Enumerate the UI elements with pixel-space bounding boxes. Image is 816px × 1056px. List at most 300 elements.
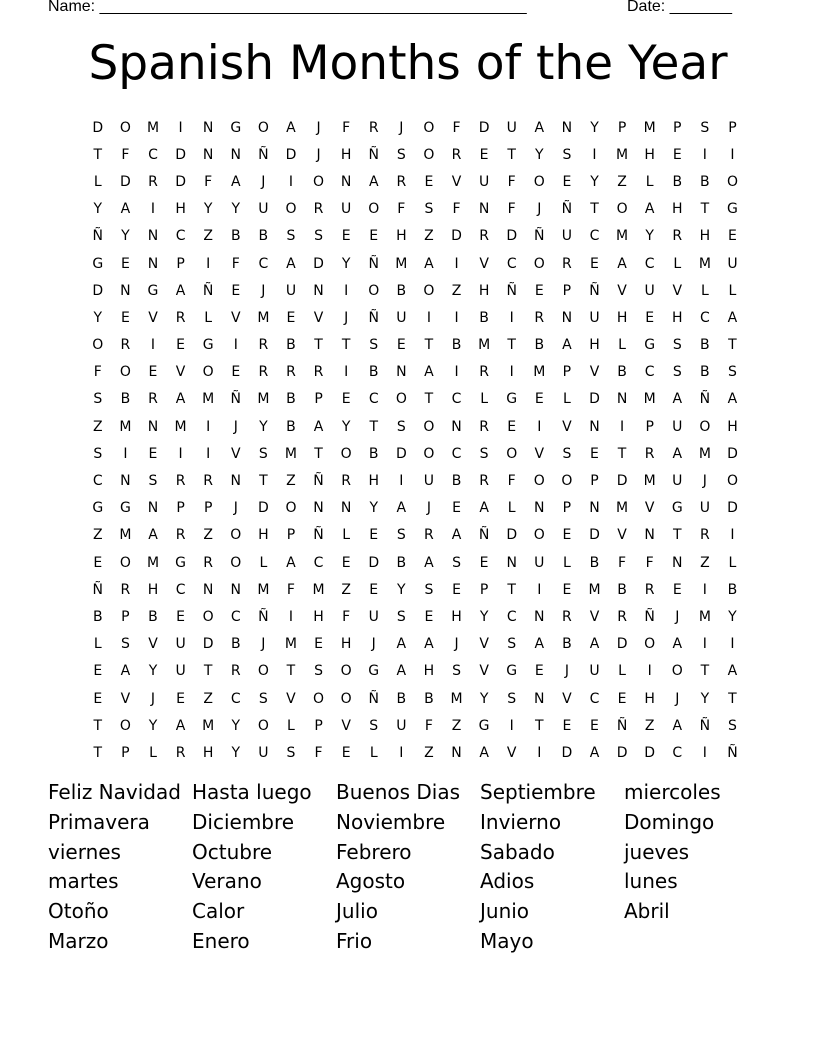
grid-letter: N	[147, 228, 159, 245]
grid-letter: S	[396, 146, 406, 163]
grid-letter: I	[206, 418, 211, 435]
grid-letter: P	[203, 500, 213, 517]
word-list	[48, 778, 768, 957]
grid-letter: E	[479, 554, 489, 571]
grid-letter: I	[592, 146, 597, 163]
grid-letter: R	[120, 581, 131, 598]
grid-letter: C	[451, 445, 462, 462]
word-list-item: Febrero	[336, 839, 412, 864]
grid-letter: Ñ	[368, 309, 379, 326]
grid-letter: V	[451, 173, 462, 190]
grid-letter: P	[121, 744, 130, 761]
grid-letter: G	[92, 255, 104, 272]
grid-letter: G	[727, 201, 738, 218]
grid-letter: E	[452, 500, 461, 517]
word-list-item: Verano	[192, 869, 262, 894]
grid-letter: R	[699, 527, 710, 544]
grid-letter: Ñ	[727, 744, 738, 761]
grid-letter: E	[590, 255, 599, 272]
grid-letter: I	[702, 581, 707, 598]
grid-letter: E	[231, 282, 241, 299]
grid-letter: V	[230, 445, 241, 462]
grid-letter: Z	[93, 418, 103, 435]
grid-letter: Y	[341, 255, 351, 272]
grid-letter: G	[671, 500, 683, 517]
grid-letter: I	[454, 364, 459, 381]
grid-letter: I	[344, 364, 349, 381]
grid-letter: T	[314, 337, 323, 354]
grid-letter: E	[645, 309, 655, 326]
grid-letter: T	[728, 690, 737, 707]
grid-letter: J	[675, 608, 680, 625]
grid-letter: V	[644, 500, 655, 517]
grid-letter: T	[672, 527, 682, 544]
grid-letter: J	[564, 663, 569, 680]
grid-letter: T	[424, 337, 434, 354]
grid-letter: E	[534, 391, 544, 408]
grid-letter: T	[93, 744, 103, 761]
grid-row	[84, 114, 746, 141]
grid-letter: H	[175, 201, 186, 218]
word-list-item: Buenos Dias	[336, 780, 461, 804]
grid-letter: D	[616, 636, 628, 653]
grid-letter: G	[202, 337, 214, 354]
grid-letter: A	[148, 527, 158, 544]
grid-letter: M	[119, 527, 132, 544]
grid-letter: U	[368, 608, 379, 625]
grid-letter: C	[589, 228, 600, 245]
grid-letter: F	[645, 554, 654, 571]
word-list-item: miercoles	[624, 780, 721, 804]
grid-letter: B	[258, 228, 269, 245]
grid-row	[84, 359, 746, 386]
grid-letter: A	[286, 554, 296, 571]
grid-letter: Ñ	[506, 282, 517, 299]
grid-letter: S	[424, 201, 434, 218]
grid-letter: A	[727, 663, 738, 680]
grid-letter: D	[285, 146, 297, 163]
grid-letter: B	[424, 690, 434, 707]
grid-letter: R	[672, 228, 683, 245]
grid-row	[84, 413, 746, 440]
word-list-item: Frio	[336, 928, 373, 953]
grid-letter: R	[341, 473, 351, 490]
grid-letter: E	[617, 690, 627, 707]
grid-letter: I	[233, 337, 238, 354]
grid-letter: F	[507, 201, 516, 218]
grid-letter: E	[590, 445, 599, 462]
grid-letter: R	[175, 744, 186, 761]
grid-letter: R	[534, 309, 545, 326]
grid-letter: L	[673, 255, 682, 272]
grid-letter: I	[509, 364, 514, 381]
grid-letter: B	[451, 337, 462, 354]
grid-letter: A	[313, 418, 324, 435]
grid-letter: S	[120, 636, 130, 653]
grid-letter: O	[423, 119, 435, 136]
grid-letter: O	[230, 554, 242, 571]
grid-letter: A	[479, 744, 489, 761]
grid-letter: H	[340, 146, 352, 163]
grid-letter: N	[202, 146, 214, 163]
grid-row	[84, 277, 746, 304]
grid-letter: A	[727, 391, 738, 408]
grid-letter: R	[286, 364, 296, 381]
grid-letter: Ñ	[230, 391, 241, 408]
grid-letter: E	[93, 663, 103, 680]
grid-letter: O	[313, 690, 325, 707]
grid-letter: U	[534, 554, 545, 571]
grid-letter: A	[479, 500, 489, 517]
grid-letter: L	[618, 337, 626, 354]
grid-letter: E	[369, 581, 379, 598]
grid-letter: D	[313, 255, 324, 272]
grid-letter: P	[645, 418, 654, 435]
grid-letter: A	[727, 309, 738, 326]
grid-letter: Ñ	[92, 581, 104, 598]
grid-letter: N	[589, 418, 600, 435]
grid-letter: B	[230, 228, 241, 245]
grid-letter: C	[506, 255, 517, 272]
grid-letter: J	[261, 282, 266, 299]
grid-letter: U	[423, 473, 435, 490]
grid-letter: O	[340, 690, 352, 707]
grid-letter: I	[178, 119, 183, 136]
grid-letter: A	[672, 391, 683, 408]
grid-letter: E	[148, 445, 158, 462]
word-list-item: viernes	[48, 839, 121, 864]
grid-letter: G	[368, 663, 380, 680]
grid-letter: I	[399, 473, 404, 490]
grid-letter: P	[617, 119, 627, 136]
grid-letter: Y	[231, 717, 241, 734]
grid-letter: Z	[341, 581, 351, 598]
grid-letter: O	[423, 282, 435, 299]
grid-letter: I	[509, 309, 514, 326]
grid-letter: T	[286, 663, 296, 680]
grid-letter: H	[396, 228, 407, 245]
grid-letter: O	[230, 527, 242, 544]
grid-letter: J	[675, 690, 680, 707]
grid-letter: H	[313, 608, 324, 625]
grid-letter: N	[147, 418, 159, 435]
grid-letter: I	[123, 445, 128, 462]
grid-letter: N	[561, 309, 573, 326]
grid-letter: T	[314, 445, 323, 462]
grid-letter: M	[478, 337, 491, 354]
grid-letter: I	[399, 744, 404, 761]
grid-letter: S	[258, 445, 268, 462]
grid-letter: I	[206, 255, 211, 272]
grid-letter: E	[452, 581, 461, 598]
grid-letter: T	[424, 391, 434, 408]
grid-letter: M	[146, 119, 160, 136]
grid-letter: F	[204, 173, 213, 190]
grid-letter: E	[562, 581, 572, 598]
grid-letter: E	[341, 391, 351, 408]
grid-letter: O	[533, 473, 545, 490]
grid-letter: U	[258, 744, 269, 761]
grid-letter: M	[616, 228, 629, 245]
grid-letter: D	[92, 119, 104, 136]
grid-row	[84, 631, 746, 658]
grid-letter: F	[314, 744, 323, 761]
grid-letter: S	[562, 445, 572, 462]
grid-letter: D	[120, 173, 131, 190]
grid-letter: S	[452, 554, 461, 571]
grid-letter: Z	[286, 473, 296, 490]
grid-letter: T	[341, 337, 351, 354]
word-list-item: Domingo	[624, 809, 715, 834]
grid-letter: S	[396, 527, 406, 544]
word-list-item: Enero	[192, 928, 250, 953]
word-list-item: Julio	[336, 899, 378, 924]
grid-letter: F	[452, 201, 461, 218]
grid-letter: O	[368, 201, 380, 218]
grid-row	[84, 495, 746, 522]
grid-letter: I	[509, 717, 514, 734]
grid-letter: E	[534, 663, 544, 680]
grid-letter: B	[286, 418, 296, 435]
grid-letter: Ñ	[699, 391, 711, 408]
grid-row	[84, 522, 746, 549]
grid-letter: N	[534, 608, 545, 625]
grid-letter: O	[423, 146, 435, 163]
grid-letter: B	[672, 173, 683, 190]
grid-letter: T	[700, 663, 710, 680]
grid-letter: S	[148, 473, 158, 490]
grid-letter: R	[175, 473, 186, 490]
grid-letter: V	[313, 309, 324, 326]
grid-letter: D	[368, 554, 380, 571]
grid-letter: Y	[148, 663, 158, 680]
grid-letter: Z	[203, 228, 213, 245]
grid-letter: J	[233, 418, 238, 435]
grid-letter: U	[396, 717, 407, 734]
grid-letter: N	[589, 500, 600, 517]
grid-letter: Y	[93, 201, 103, 218]
grid-letter: S	[562, 146, 572, 163]
grid-letter: O	[423, 445, 435, 462]
grid-letter: P	[673, 119, 682, 136]
grid-letter: N	[202, 119, 214, 136]
word-list-item: martes	[48, 869, 119, 894]
grid-letter: C	[258, 255, 269, 272]
grid-letter: Y	[479, 690, 489, 707]
grid-letter: U	[672, 418, 683, 435]
grid-letter: D	[175, 173, 186, 190]
grid-letter: Ñ	[561, 201, 573, 218]
grid-letter: V	[479, 636, 489, 653]
grid-letter: R	[562, 255, 572, 272]
grid-letter: N	[534, 690, 545, 707]
grid-letter: M	[202, 391, 215, 408]
grid-letter: E	[231, 364, 241, 381]
grid-letter: I	[537, 581, 542, 598]
grid-letter: Z	[93, 527, 103, 544]
grid-letter: R	[424, 527, 434, 544]
grid-letter: T	[700, 201, 710, 218]
grid-letter: C	[92, 473, 103, 490]
grid-letter: E	[369, 228, 379, 245]
grid-letter: H	[672, 309, 683, 326]
grid-letter: S	[507, 690, 517, 707]
grid-letter: M	[643, 119, 656, 136]
grid-letter: R	[148, 391, 158, 408]
grid-letter: F	[121, 146, 130, 163]
grid-letter: C	[175, 228, 186, 245]
grid-row	[84, 168, 746, 195]
grid-letter: P	[121, 608, 130, 625]
grid-letter: E	[369, 527, 379, 544]
grid-letter: T	[93, 717, 103, 734]
grid-letter: D	[175, 146, 186, 163]
grid-row	[84, 332, 746, 359]
word-list-item: Septiembre	[480, 780, 596, 804]
grid-letter: S	[479, 445, 489, 462]
grid-letter: C	[699, 309, 710, 326]
grid-letter: B	[368, 364, 379, 381]
grid-letter: N	[230, 473, 241, 490]
grid-letter: S	[286, 744, 296, 761]
grid-letter: E	[562, 173, 572, 190]
grid-letter: E	[562, 527, 572, 544]
grid-letter: M	[257, 391, 270, 408]
grid-letter: E	[728, 228, 737, 245]
grid-letter: V	[562, 690, 572, 707]
grid-letter: E	[590, 717, 599, 734]
grid-letter: V	[617, 527, 627, 544]
grid-letter: R	[368, 119, 379, 136]
grid-row	[84, 467, 746, 494]
grid-row	[84, 250, 746, 277]
grid-letter: L	[507, 500, 516, 517]
grid-letter: M	[643, 391, 656, 408]
grid-letter: S	[700, 119, 710, 136]
grid-letter: E	[424, 173, 434, 190]
grid-letter: M	[616, 146, 629, 163]
word-list-item: jueves	[624, 839, 690, 864]
grid-letter: C	[589, 690, 600, 707]
grid-letter: D	[506, 527, 518, 544]
grid-letter: Ñ	[368, 146, 379, 163]
grid-letter: H	[340, 636, 352, 653]
grid-letter: B	[368, 445, 379, 462]
grid-row	[84, 223, 746, 250]
grid-letter: B	[396, 282, 407, 299]
grid-letter: L	[204, 309, 213, 326]
grid-letter: P	[728, 119, 737, 136]
grid-letter: Ñ	[313, 527, 324, 544]
grid-letter: G	[119, 500, 131, 517]
word-list-item: lunes	[624, 869, 678, 894]
grid-letter: E	[341, 554, 351, 571]
grid-letter: D	[506, 228, 518, 245]
grid-letter: H	[258, 527, 269, 544]
grid-letter: V	[120, 690, 131, 707]
word-list-item: Noviembre	[336, 809, 446, 834]
grid-letter: F	[231, 255, 240, 272]
word-list-item: Otoño	[48, 899, 109, 924]
grid-letter: I	[344, 282, 349, 299]
page-title: Spanish Months of the Year	[88, 36, 728, 91]
grid-letter: M	[284, 636, 297, 653]
grid-letter: B	[700, 337, 710, 354]
grid-letter: N	[230, 146, 241, 163]
grid-letter: J	[702, 473, 707, 490]
grid-letter: V	[534, 445, 545, 462]
grid-letter: F	[618, 554, 627, 571]
grid-letter: J	[537, 201, 542, 218]
grid-letter: R	[644, 445, 655, 462]
grid-letter: Z	[644, 717, 655, 734]
grid-letter: R	[313, 201, 324, 218]
grid-letter: Y	[590, 119, 599, 136]
word-list-item: Agosto	[336, 869, 406, 894]
grid-letter: B	[562, 636, 572, 653]
grid-letter: L	[728, 282, 737, 299]
grid-row	[84, 658, 746, 685]
grid-letter: I	[206, 445, 211, 462]
grid-letter: R	[203, 473, 214, 490]
grid-letter: P	[479, 581, 489, 598]
grid-letter: R	[451, 146, 462, 163]
grid-letter: D	[561, 744, 573, 761]
grid-letter: N	[313, 282, 324, 299]
grid-letter: N	[147, 255, 159, 272]
grid-letter: F	[93, 364, 102, 381]
grid-letter: R	[644, 581, 655, 598]
grid-letter: G	[147, 282, 159, 299]
grid-letter: A	[286, 119, 296, 136]
grid-letter: V	[672, 282, 683, 299]
grid-letter: T	[535, 717, 544, 734]
name-field-label: Name: ________________________________________________	[48, 0, 527, 15]
grid-letter: S	[728, 717, 737, 734]
grid-row	[84, 440, 746, 467]
grid-letter: R	[479, 418, 489, 435]
grid-letter: C	[230, 690, 241, 707]
grid-letter: V	[589, 608, 600, 625]
grid-letter: Z	[203, 527, 213, 544]
grid-letter: E	[341, 228, 351, 245]
grid-letter: O	[699, 418, 711, 435]
grid-letter: T	[259, 473, 268, 490]
grid-letter: I	[730, 636, 735, 653]
grid-letter: J	[316, 146, 321, 163]
grid-letter: B	[451, 473, 462, 490]
grid-letter: C	[644, 364, 655, 381]
grid-letter: H	[589, 337, 600, 354]
word-list-item: Invierno	[480, 809, 562, 834]
grid-letter: R	[396, 173, 407, 190]
grid-letter: M	[257, 309, 270, 326]
grid-letter: Y	[700, 690, 710, 707]
grid-letter: O	[285, 201, 297, 218]
grid-letter: N	[340, 500, 352, 517]
grid-letter: I	[454, 309, 459, 326]
grid-letter: D	[589, 527, 600, 544]
grid-letter: F	[452, 119, 461, 136]
grid-letter: G	[230, 119, 242, 136]
grid-letter: I	[702, 636, 707, 653]
grid-letter: A	[120, 201, 131, 218]
grid-letter: S	[672, 364, 682, 381]
grid-letter: Ñ	[534, 228, 545, 245]
grid-letter: E	[176, 337, 185, 354]
grid-letter: S	[258, 690, 268, 707]
grid-letter: N	[120, 473, 131, 490]
